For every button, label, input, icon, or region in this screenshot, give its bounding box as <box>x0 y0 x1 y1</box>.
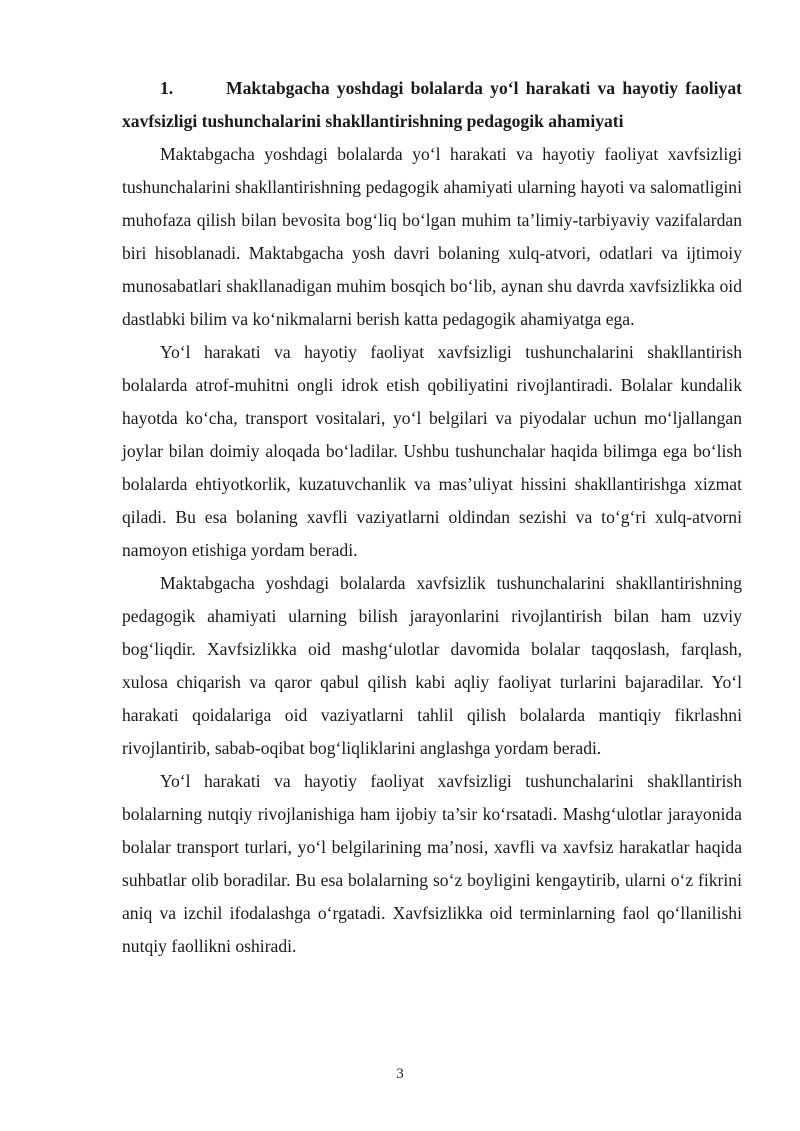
section-number: 1. <box>160 78 174 98</box>
paragraph-3: Maktabgacha yoshdagi bolalarda xavfsizlik tushunchalarini shakllantirishning pedagogik ahamiyati ularning bilish jarayonlarini rivojlantirish bilan ham uzviy bog‘liqdir. Xavfsizlikka oid mashg‘ulotlar davomida bolalar taqqoslash, farqlash, xulosa chiqarish va qaror qabul qilish kabi aqliy faoliyat turlarini bajaradilar. Yo‘l harakati qoidalariga oid vaziyatlarni tahlil qilish bolalarda mantiqiy fikrlashni rivojlantirib, sabab-oqibat bog‘liqliklarini anglashga yordam beradi. <box>122 573 742 758</box>
section-title: Maktabgacha yoshdagi bolalarda yo‘l harakati va hayotiy faoliyat xavfsizligi tushunchalarini shakllantirishning pedagogik ahamiyati <box>122 78 742 131</box>
document-page <box>122 72 742 963</box>
section-heading <box>122 72 742 138</box>
paragraph-1: Maktabgacha yoshdagi bolalarda yo‘l harakati va hayotiy faoliyat xavfsizligi tushunchalarini shakllantirishning pedagogik ahamiyati ularning hayoti va salomatligini muhofaza qilish bilan bevosita bog‘liq bo‘lgan muhim ta’limiy-tarbiyaviy vazifalardan biri hisoblanadi. Maktabgacha yosh davri bolaning xulq-atvori, odatlari va ijtimoiy munosabatlari shakllanadigan muhim bosqich bo‘lib, aynan shu davrda xavfsizlikka oid dastlabki bilim va ko‘nikmalarni berish katta pedagogik ahamiyatga ega. <box>122 144 742 329</box>
page-number: 3 <box>396 1066 404 1082</box>
paragraph-4: Yo‘l harakati va hayotiy faoliyat xavfsizligi tushunchalarini shakllantirish bolalarning nutqiy rivojlanishiga ham ijobiy ta’sir ko‘rsatadi. Mashg‘ulotlar jarayonida bolalar transport turlari, yo‘l belgilarining ma’nosi, xavfli va xavfsiz harakatlar haqida suhbatlar olib boradilar. Bu esa bolalarning so‘z boyligini kengaytirib, ularni o‘z fikrini aniq va izchil ifodalashga o‘rgatadi. Xavfsizlikka oid terminlarning faol qo‘llanilishi nutqiy faollikni oshiradi. <box>122 771 742 956</box>
paragraph-2: Yo‘l harakati va hayotiy faoliyat xavfsizligi tushunchalarini shakllantirish bolalarda atrof-muhitni ongli idrok etish qobiliyatini rivojlantiradi. Bolalar kundalik hayotda ko‘cha, transport vositalari, yo‘l belgilari va piyodalar uchun mo‘ljallangan joylar bilan doimiy aloqada bo‘ladilar. Ushbu tushunchalar haqida bilimga ega bo‘lish bolalarda ehtiyotkorlik, kuzatuvchanlik va mas’uliyat hissini shakllantirishga xizmat qiladi. Bu esa bolaning xavfli vaziyatlarni oldindan sezishi va to‘g‘ri xulq-atvorni namoyon etishiga yordam beradi. <box>122 342 742 560</box>
